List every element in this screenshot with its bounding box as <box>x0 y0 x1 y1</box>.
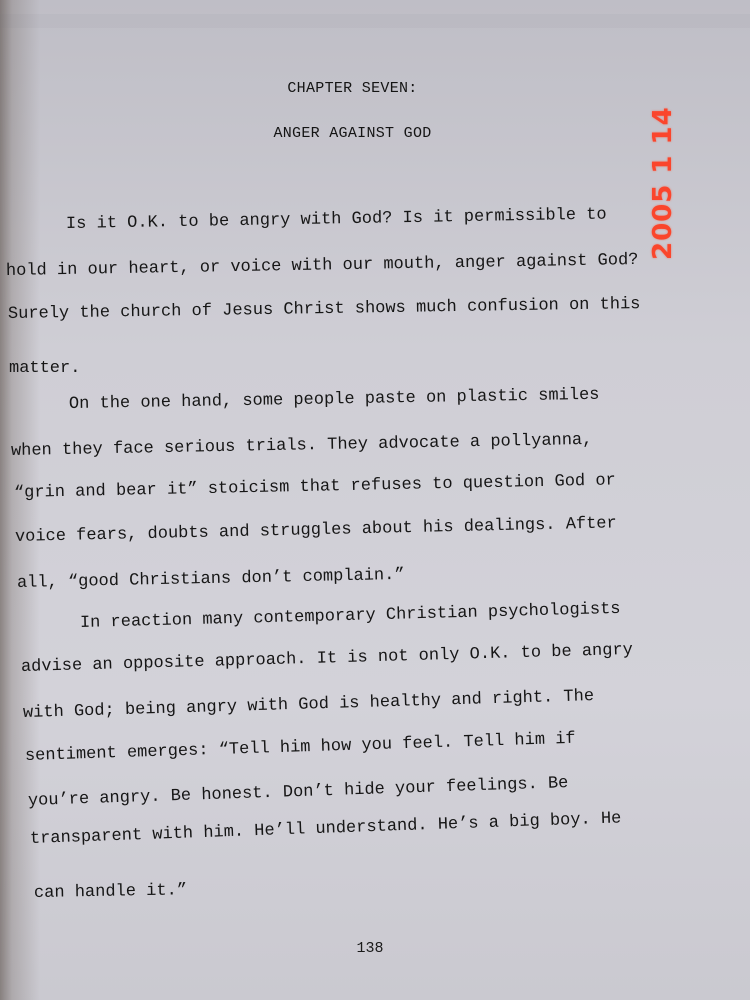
body-line: with God; being angry with God is healthy and right. The <box>22 687 595 723</box>
body-line: can handle it.” <box>33 881 188 903</box>
body-line: sentiment emerges: “Tell him how you feel. Tell him if <box>24 729 576 766</box>
body-line: Is it O.K. to be angry with God? Is it permissible to <box>65 205 607 234</box>
body-line: Surely the church of Jesus Christ shows much confusion on this <box>7 295 641 324</box>
camera-date-stamp: 2005 1 14 <box>648 106 678 260</box>
bleed-through-texture <box>0 14 750 54</box>
body-line: when they face serious trials. They advocate a pollyanna, <box>10 430 593 461</box>
body-line: matter. <box>9 359 81 378</box>
body-line: In reaction many contemporary Christian psychologists <box>79 599 621 633</box>
page-number: 138 <box>356 940 384 957</box>
body-line: hold in our heart, or voice with our mouth, anger against God? <box>5 250 639 281</box>
body-line: advise an opposite approach. It is not only O.K. to be angry <box>20 640 634 677</box>
body-line: On the one hand, some people paste on plastic smiles <box>68 385 600 414</box>
body-line: “grin and bear it” stoicism that refuses to question God or <box>13 471 616 503</box>
body-line: transparent with him. He’ll understand. He’s a big boy. He <box>29 809 622 849</box>
body-line: voice fears, doubts and struggles about his dealings. After <box>14 514 617 547</box>
chapter-title: ANGER AGAINST GOD <box>273 125 432 142</box>
body-line: all, “good Christians don’t complain.” <box>16 565 405 593</box>
chapter-heading: CHAPTER SEVEN: <box>287 80 418 97</box>
body-line: you’re angry. Be honest. Don’t hide your feelings. Be <box>27 774 569 811</box>
